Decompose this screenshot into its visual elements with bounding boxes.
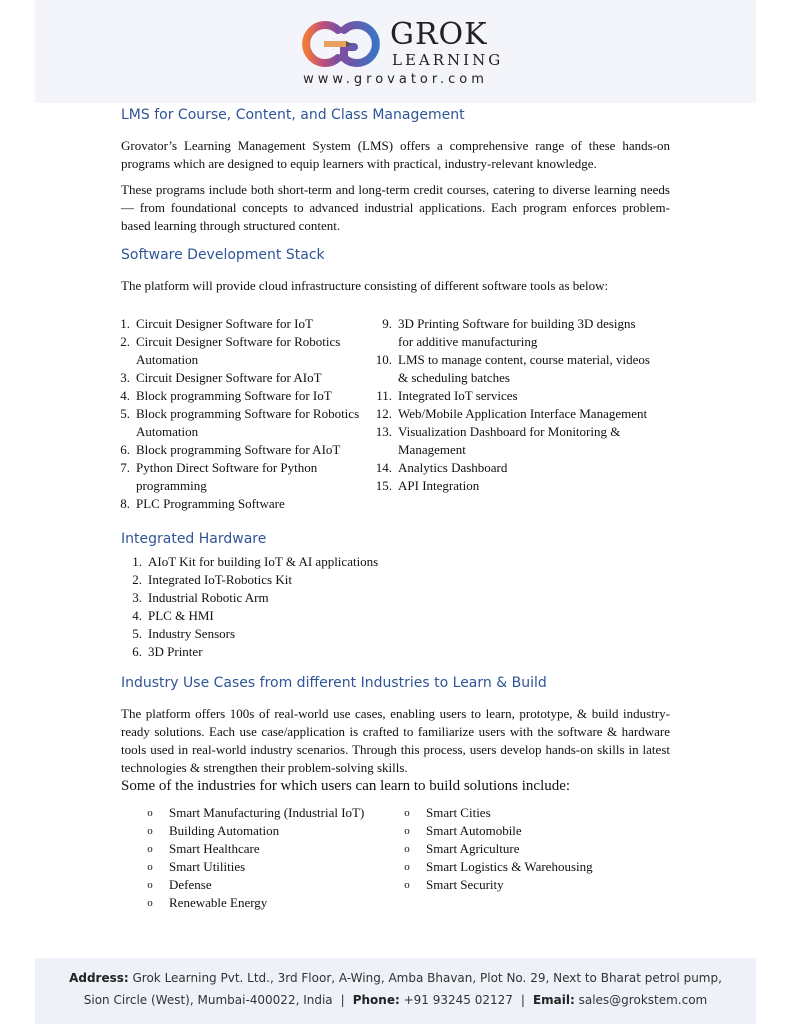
software-list-left <box>100 315 362 513</box>
list-item: o Smart Utilities <box>147 859 246 874</box>
list-item: 12. Web/Mobile Application Interface Management <box>375 406 648 421</box>
list-item: o Renewable Energy <box>147 895 268 910</box>
address-label: Address: <box>69 971 129 985</box>
list-item: 6. Block programming Software for AIoT <box>120 442 341 457</box>
list-item: o Smart Security <box>404 877 504 892</box>
list-item: 10. LMS to manage content, course material, videos & scheduling batches <box>375 352 650 385</box>
phone-label: Phone: <box>352 993 400 1007</box>
list-item: 2. Circuit Designer Software for Robotics Automation <box>120 334 341 367</box>
list-item: o Smart Logistics & Warehousing <box>404 859 593 874</box>
list-item: 1. AIoT Kit for building IoT & AI applications <box>132 554 379 569</box>
list-item: o Smart Cities <box>404 805 491 820</box>
industry-list-left <box>135 804 392 912</box>
list-item: 2. Integrated IoT-Robotics Kit <box>132 572 292 587</box>
lms-paragraph-1: Grovator’s Learning Management System (LMS) offers a comprehensive range of these hands-on programs which are designed to equip learners with practical, industry-relevant knowledge. <box>121 138 670 171</box>
address-text: Grok Learning Pvt. Ltd., 3rd Floor, A-Wing, Amba Bhavan, Plot No. 29, Next to Bharat petrol pump, <box>132 971 722 985</box>
list-item: 14. Analytics Dashboard <box>375 460 508 475</box>
software-list <box>100 315 670 513</box>
footer <box>35 958 756 1024</box>
lms-paragraph-2: These programs include both short-term and long-term credit courses, catering to diverse learning needs — from foundational concepts to advanced industrial applications. Each program enforces problem-based learning through structured content. <box>121 182 670 233</box>
list-item: 15. API Integration <box>375 478 480 493</box>
logo <box>298 16 504 72</box>
list-item: 8. PLC Programming Software <box>120 496 285 511</box>
list-item: o Smart Manufacturing (Industrial IoT) <box>147 805 365 820</box>
list-item: 11. Integrated IoT services <box>376 388 518 403</box>
website-url[interactable]: www.grovator.com <box>303 72 488 87</box>
footer-address-line2 <box>35 989 756 1011</box>
list-item: 5. Block programming Software for Robotics Automation <box>120 406 360 439</box>
list-item: o Smart Healthcare <box>147 841 260 856</box>
hardware-list <box>112 553 670 661</box>
logo-subtitle: LEARNING <box>392 51 504 69</box>
list-item: 3. Industrial Robotic Arm <box>132 590 269 605</box>
list-item: o Defense <box>147 877 212 892</box>
list-item: 3. Circuit Designer Software for AIoT <box>120 370 322 385</box>
list-item: 5. Industry Sensors <box>132 626 236 641</box>
footer-address-line1 <box>35 967 756 989</box>
industry-intro: Some of the industries for which users can learn to build solutions include: <box>121 778 571 794</box>
hardware-heading: Integrated Hardware <box>121 531 267 547</box>
lms-heading: LMS for Course, Content, and Class Management <box>121 107 465 123</box>
separator: | <box>340 993 345 1007</box>
separator: | <box>520 993 525 1007</box>
logo-name: GROK <box>390 17 488 52</box>
list-item: o Smart Automobile <box>404 823 522 838</box>
software-intro: The platform will provide cloud infrastructure consisting of different software tools as below: <box>121 278 609 293</box>
list-item: o Smart Agriculture <box>404 841 520 856</box>
industry-paragraph: The platform offers 100s of real-world use cases, enabling users to learn, prototype, & build industry-ready solutions. Each use case/application is crafted to familiarize users with the software & hardware tools used in real-world industry scenarios. Through this process, users develop hands-on skills in latest technologies & strengthen their problem-solving skills. <box>121 706 670 775</box>
list-item: 9. 3D Printing Software for building 3D designs for additive manufacturing <box>382 316 636 349</box>
industry-list <box>135 804 670 912</box>
list-item: 13. Visualization Dashboard for Monitoring & Management <box>375 424 621 457</box>
content <box>121 103 670 912</box>
list-item: o Building Automation <box>147 823 280 838</box>
software-heading: Software Development Stack <box>121 247 325 263</box>
list-item: 6. 3D Printer <box>132 644 203 659</box>
list-item: 7. Python Direct Software for Python programming <box>120 460 318 493</box>
address-city: Sion Circle (West), Mumbai-400022, India <box>83 993 333 1007</box>
email-label: Email: <box>532 993 575 1007</box>
industry-heading: Industry Use Cases from different Industries to Learn & Build <box>121 675 547 691</box>
phone-number[interactable]: +91 93245 02127 <box>403 993 513 1007</box>
industry-list-right <box>392 804 632 912</box>
list-item: 1. Circuit Designer Software for IoT <box>120 316 313 331</box>
logo-mark-icon <box>298 20 384 68</box>
list-item: 4. Block programming Software for IoT <box>120 388 332 403</box>
email-address[interactable]: sales@grokstem.com <box>578 993 708 1007</box>
list-item: 4. PLC & HMI <box>132 608 214 623</box>
software-list-right <box>362 315 652 513</box>
